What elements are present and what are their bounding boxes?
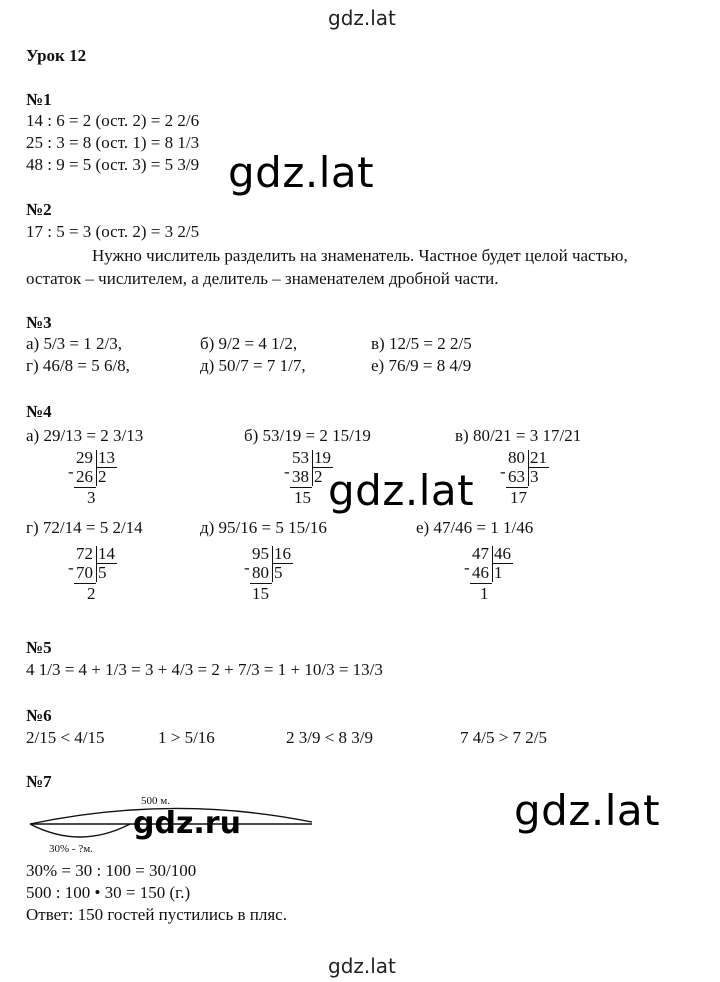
ex4-item-a: а) 29/13 = 2 3/13	[26, 426, 144, 445]
division-minus: -	[500, 462, 506, 481]
ex2-number: №2	[26, 200, 52, 219]
ex1-line-2: 25 : 3 = 8 (ост. 1) = 8 1/3	[26, 133, 200, 152]
division-subtrahend: 70	[76, 563, 93, 582]
division-divisor: 14	[98, 544, 115, 563]
ex3-item-v: в) 12/5 = 2 2/5	[371, 334, 472, 353]
ex7-line-1: 30% = 30 : 100 = 30/100	[26, 861, 197, 880]
watermark-top: gdz.lat	[328, 6, 396, 30]
division-bracket	[272, 546, 273, 582]
division-remainder: 15	[252, 584, 269, 603]
diagram-total-label: 500 м.	[141, 795, 170, 807]
division-bracket	[312, 450, 313, 486]
ex1-line-3: 48 : 9 = 5 (ост. 3) = 5 3/9	[26, 155, 200, 174]
division-d	[246, 545, 306, 615]
division-quotient: 3	[530, 467, 539, 486]
ex3-number: №3	[26, 313, 52, 332]
watermark-ru: gdz.ru	[133, 806, 241, 841]
division-minus: -	[284, 462, 290, 481]
ex6-item-1: 2/15 < 4/15	[26, 728, 105, 747]
ex3-item-g: г) 46/8 = 5 6/8,	[26, 356, 130, 375]
ex4-item-v: в) 80/21 = 3 17/21	[455, 426, 582, 445]
ex2-line: 17 : 5 = 3 (ост. 2) = 3 2/5	[26, 222, 200, 241]
ex4-item-g: г) 72/14 = 5 2/14	[26, 518, 143, 537]
division-g	[70, 545, 130, 615]
diagram-part-label: 30% - ?м.	[49, 843, 93, 855]
ex3-item-e: е) 76/9 = 8 4/9	[371, 356, 472, 375]
ex1-number: №1	[26, 90, 52, 109]
watermark-mid-3: gdz.lat	[514, 786, 661, 835]
division-subtrahend: 63	[508, 467, 525, 486]
ex2-paragraph-2: остаток – числителем, а делитель – знаменателем дробной части.	[26, 269, 499, 288]
part-arc	[30, 824, 130, 837]
division-subtrahend: 46	[472, 563, 489, 582]
division-subtrahend: 38	[292, 467, 309, 486]
division-bracket	[96, 546, 97, 582]
watermark-mid-1: gdz.lat	[228, 148, 375, 197]
division-divisor: 19	[314, 448, 331, 467]
ex7-answer: Ответ: 150 гостей пустились в пляс.	[26, 905, 287, 924]
ex4-item-b: б) 53/19 = 2 15/19	[244, 426, 371, 445]
ex6-item-3: 2 3/9 < 8 3/9	[286, 728, 374, 747]
division-bracket	[96, 450, 97, 486]
division-minus: -	[244, 558, 250, 577]
division-dividend: 29	[76, 448, 93, 467]
division-bracket	[492, 546, 493, 582]
ex5-line: 4 1/3 = 4 + 1/3 = 3 + 4/3 = 2 + 7/3 = 1 + 10/3 = 13/3	[26, 660, 383, 679]
division-divisor: 46	[494, 544, 511, 563]
ex2-paragraph-1: Нужно числитель разделить на знаменатель. Частное будет целой частью,	[92, 246, 628, 265]
division-divisor: 13	[98, 448, 115, 467]
division-remainder: 17	[510, 488, 527, 507]
lesson-title: Урок 12	[26, 46, 87, 65]
division-quotient: 5	[274, 563, 283, 582]
division-subtrahend: 26	[76, 467, 93, 486]
division-dividend: 72	[76, 544, 93, 563]
division-dividend: 47	[472, 544, 489, 563]
division-minus: -	[68, 462, 74, 481]
ex6-number: №6	[26, 706, 52, 725]
division-quotient: 5	[98, 563, 107, 582]
division-a	[70, 449, 130, 519]
ex3-item-b: б) 9/2 = 4 1/2,	[200, 334, 298, 353]
ex3-item-d: д) 50/7 = 7 1/7,	[200, 356, 306, 375]
ex4-item-e: е) 47/46 = 1 1/46	[416, 518, 534, 537]
division-remainder: 15	[294, 488, 311, 507]
division-e	[466, 545, 526, 615]
watermark-bottom: gdz.lat	[328, 954, 396, 978]
division-v	[502, 449, 562, 519]
ex6-item-4: 7 4/5 > 7 2/5	[460, 728, 548, 747]
division-quotient: 1	[494, 563, 503, 582]
ex4-number: №4	[26, 402, 52, 421]
ex6-item-2: 1 > 5/16	[158, 728, 215, 747]
division-dividend: 53	[292, 448, 309, 467]
ex5-number: №5	[26, 638, 52, 657]
division-remainder: 2	[87, 584, 96, 603]
division-minus: -	[68, 558, 74, 577]
ex7-number: №7	[26, 772, 52, 791]
division-remainder: 3	[87, 488, 96, 507]
division-remainder: 1	[480, 584, 489, 603]
ex4-item-d: д) 95/16 = 5 15/16	[200, 518, 327, 537]
division-quotient: 2	[98, 467, 107, 486]
ex3-item-a: а) 5/3 = 1 2/3,	[26, 334, 122, 353]
watermark-mid-2: gdz.lat	[328, 466, 475, 515]
ex1-line-1: 14 : 6 = 2 (ост. 2) = 2 2/6	[26, 111, 200, 130]
division-divisor: 21	[530, 448, 547, 467]
division-bracket	[528, 450, 529, 486]
division-dividend: 95	[252, 544, 269, 563]
division-quotient: 2	[314, 467, 323, 486]
division-dividend: 80	[508, 448, 525, 467]
ex7-line-2: 500 : 100 • 30 = 150 (г.)	[26, 883, 191, 902]
division-divisor: 16	[274, 544, 291, 563]
division-subtrahend: 80	[252, 563, 269, 582]
division-minus: -	[464, 558, 470, 577]
